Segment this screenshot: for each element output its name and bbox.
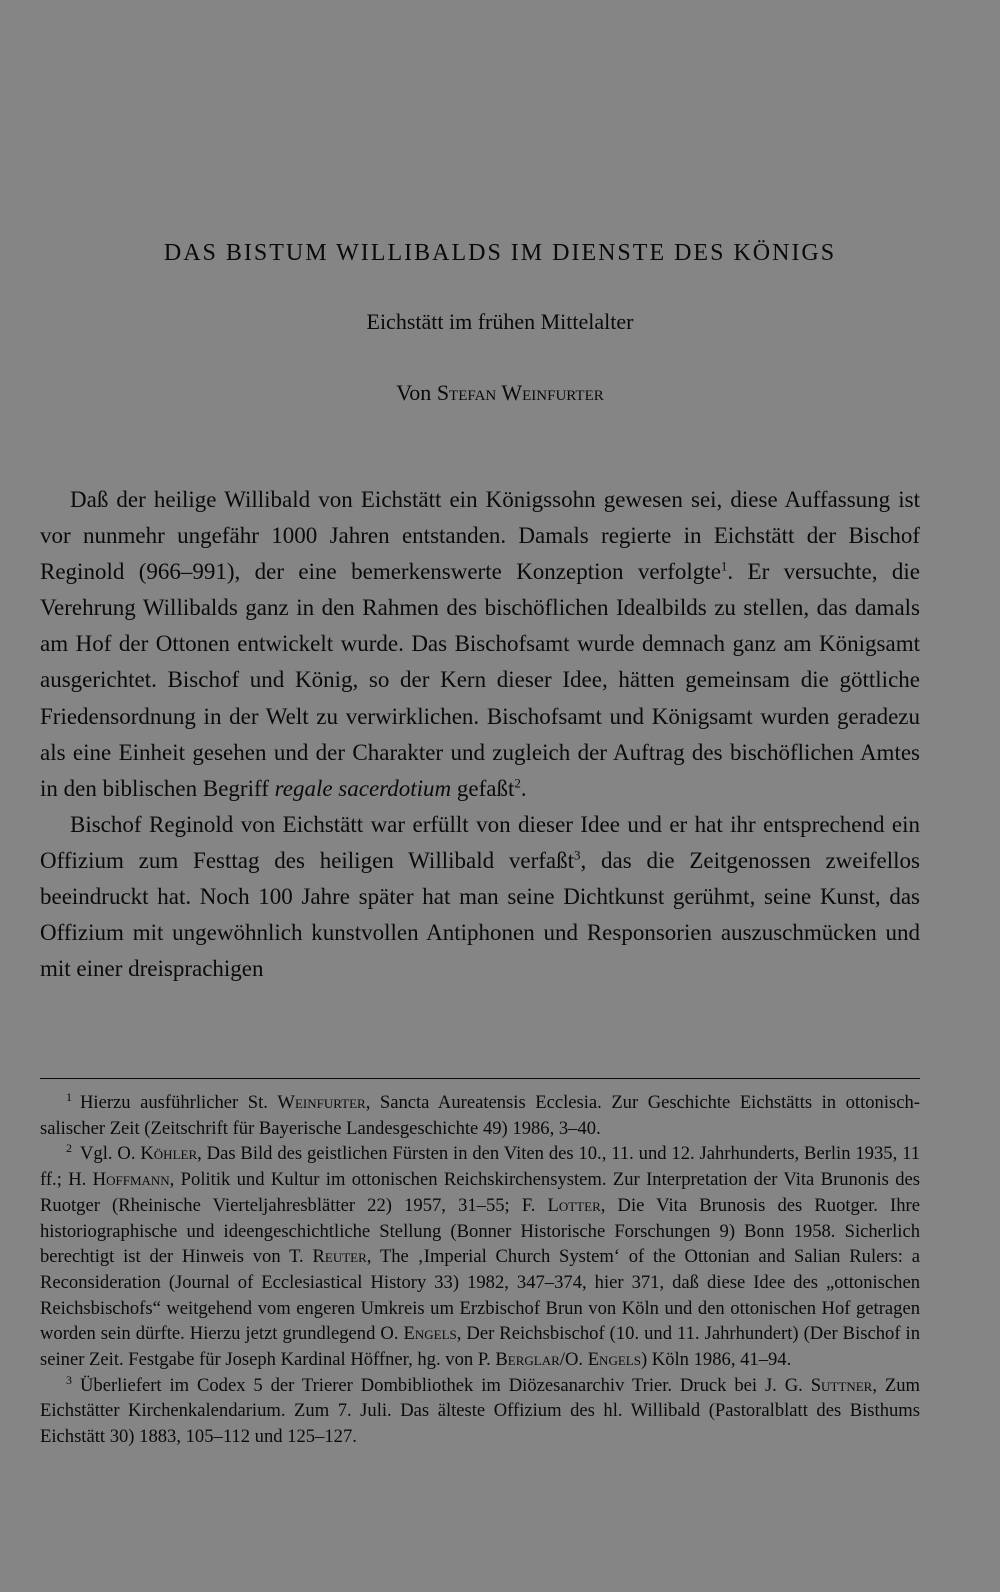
footnote-ref-3[interactable]: 3 bbox=[574, 847, 581, 863]
cited-author: Hoffmann bbox=[92, 1169, 170, 1191]
cited-author: Berglar bbox=[495, 1349, 560, 1371]
cited-author: Köhler bbox=[140, 1143, 198, 1165]
paragraph-2-text: Bischof Reginold von Eichstätt war erfüllt von dieser Idee und er hat ihr entsprechend ein Offizium zum Festtag des heiligen Willibald verfaßt bbox=[40, 811, 920, 873]
footnote-text: , The ‚Imperial Church System‘ of the Ottonian and Salian Rulers: a Reconsideration (Journal of Ecclesiastical History 33) 1982, 347–374, hier 371, daß diese Idee des „ottonischen Reichsbischofs“ weitgehend vom engeren Umkreis um Erzbischof Brun von Köln und den ottonischen Hof getragen worden sein dürfte. Hierzu jetzt grundlegend O. bbox=[40, 1246, 920, 1345]
footnote-text: , Die Vita Brunosis des Ruotger. Ihre historiographische und ideengeschichtliche Stellung (Bonner Historische Forschungen 9) Bonn 1958. Sicherlich berechtigt ist der Hinweis von T. bbox=[40, 1194, 920, 1268]
footnote-text: , Das Bild des geistlichen Fürsten in den Viten des 10., 11. und 12. Jahrhunderts, Berlin 1935, 11 ff.; H. bbox=[40, 1143, 920, 1191]
footnote-text: , Zum Eichstätter Kirchenkalendarium. Zum 7. Juli. Das älteste Offizium des hl. Willibald (Pastoralblatt des Bisthums Eichstätt 30) 1883, 105–112 und 125–127. bbox=[40, 1374, 920, 1448]
paragraph-1-text: . Er versuchte, die Verehrung Willibalds ganz in den Rahmen des bischöflichen Idealbilds zu stellen, das damals am Hof der Ottonen entwickelt wurde. Das Bischofsamt wurde demnach ganz am Königsamt ausgerichtet. Bischof und König, so der Kern dieser Idee, hätten gemeinsam die göttliche Friedensordnung in der Welt zu verwirklichen. Bischofsamt und Königsamt wurden geradezu als eine Einheit gesehen und der Charakter und zugleich der Auftrag des bischöflichen Amtes in den biblischen Begriff bbox=[40, 559, 920, 801]
footnote-text: Überliefert im Codex 5 der Trierer Dombibliothek im Diözesanarchiv Trier. Druck bei J. G. bbox=[80, 1374, 811, 1396]
paragraph-1-text: Daß der heilige Willibald von Eichstätt ein Königssohn gewesen sei, diese Auffassung ist vor nunmehr ungefähr 1000 Jahren entstanden. Damals regierte in Eichstätt der Bischof Reginold (966–991), der eine bemerkenswerte Konzeption verfolgte bbox=[40, 487, 920, 585]
footnotes bbox=[40, 1090, 920, 1450]
cited-author: Engels bbox=[587, 1349, 641, 1371]
footnote-3 bbox=[40, 1373, 920, 1450]
paragraph-1-text: gefaßt bbox=[451, 775, 515, 801]
cited-author: Lotter bbox=[547, 1194, 601, 1216]
cited-author: Engels bbox=[403, 1323, 457, 1345]
footnote-divider bbox=[40, 1078, 920, 1079]
footnote-ref-1[interactable]: 1 bbox=[720, 558, 728, 574]
cited-author: Weinfurter bbox=[277, 1092, 366, 1113]
paragraph-2 bbox=[40, 807, 920, 987]
author-line bbox=[40, 380, 960, 406]
footnote-text: , Sancta Aureatensis Ecclesia. Zur Geschichte Eichstätts in ottonisch-salischer Zeit (Zeitschrift für Bayerische Landesgeschichte 49) 1986, 3–40. bbox=[40, 1092, 920, 1139]
body-text bbox=[40, 482, 920, 987]
footnote-ref-2[interactable]: 2 bbox=[514, 775, 521, 791]
paragraph-2-text: , das die Zeitgenossen zweifellos beeindruckt hat. Noch 100 Jahre später hat man seine Dichtkunst gerühmt, seine Kunst, das Offizium mit ungewöhnlich kunstvollen Antiphonen und Responsorien auszuschmücken und mit einer dreisprachigen bbox=[40, 847, 920, 982]
footnote-text: Hierzu ausführlicher St. bbox=[80, 1092, 278, 1113]
footnote-2 bbox=[40, 1141, 920, 1372]
author-name: Stefan Weinfurter bbox=[436, 380, 604, 405]
paragraph-1-text: . bbox=[520, 775, 527, 801]
footnote-text: /O. bbox=[559, 1349, 588, 1371]
footnote-number: 2 bbox=[66, 1141, 72, 1156]
article-title: DAS BISTUM WILLIBALDS IM DIENSTE DES KÖNIGS bbox=[163, 240, 837, 266]
latin-term: regale sacerdotium bbox=[274, 775, 452, 801]
footnote-text: , Der Reichsbischof (10. und 11. Jahrhundert) (Der Bischof in seiner Zeit. Festgabe für Joseph Kardinal Höffner, hg. von P. bbox=[40, 1323, 920, 1371]
cited-author: Reuter bbox=[312, 1246, 367, 1268]
footnote-text: , Politik und Kultur im ottonischen Reichskirchensystem. Zur Interpretation der Vita Brunonis des Ruotger (Rheinische Vierteljahresblätter 22) 1957, 31–55; F. bbox=[40, 1169, 920, 1216]
paragraph-1 bbox=[40, 482, 920, 807]
footnote-number: 1 bbox=[66, 1089, 72, 1104]
cited-author: Suttner bbox=[810, 1374, 873, 1396]
footnote-1 bbox=[40, 1090, 920, 1141]
footnote-number: 3 bbox=[66, 1372, 72, 1387]
footnote-text: ) Köln 1986, 41–94. bbox=[640, 1349, 792, 1371]
footnote-text: Vgl. O. bbox=[80, 1143, 141, 1165]
author-prefix: Von bbox=[396, 380, 432, 405]
article-subtitle: Eichstätt im frühen Mittelalter bbox=[366, 309, 634, 334]
